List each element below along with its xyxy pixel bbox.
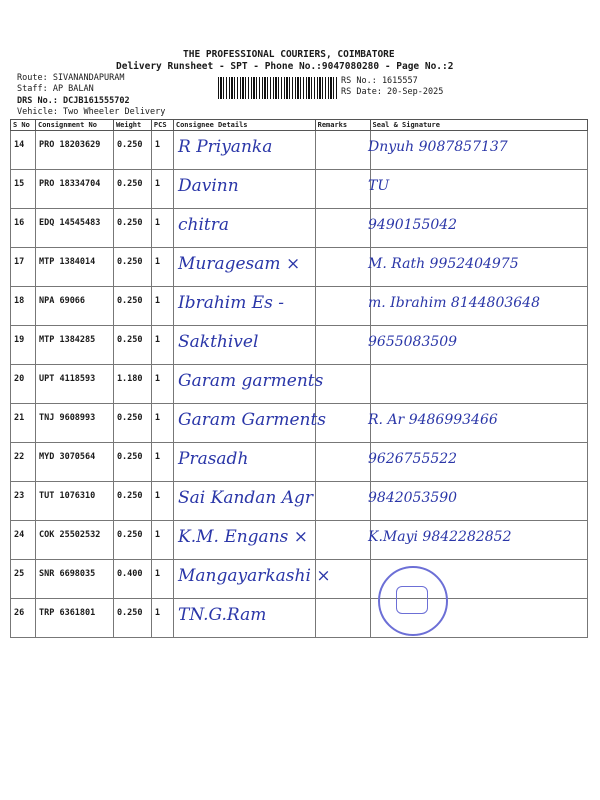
col-consignment: Consignment No <box>35 120 113 131</box>
signature-handwriting: TU <box>368 178 390 194</box>
consignee-handwriting: Garam Garments <box>178 410 327 430</box>
cell-sno: 22 <box>14 452 25 462</box>
consignee-handwriting: Muragesam × <box>178 254 301 274</box>
table-row <box>11 209 588 248</box>
route-label: Route: SIVANANDAPURAM <box>17 73 125 83</box>
courier-stamp <box>378 566 448 636</box>
cell-sno: 17 <box>14 257 25 267</box>
consignee-handwriting: Sai Kandan Agr <box>178 488 314 508</box>
barcode <box>218 77 338 99</box>
signature-handwriting: 9655083509 <box>368 334 458 350</box>
signature-handwriting: 9842053590 <box>368 490 458 506</box>
cell-consignment: EDQ 14545483 <box>38 218 101 228</box>
consignee-handwriting: TN.G.Ram <box>178 605 267 625</box>
vehicle-label: Vehicle: Two Wheeler Delivery <box>17 107 166 117</box>
cell-pcs: 1 <box>154 179 161 189</box>
cell-weight: 0.250 <box>116 608 143 618</box>
staff-label: Staff: AP BALAN <box>17 84 94 94</box>
cell-pcs: 1 <box>154 452 161 462</box>
signature-handwriting: R. Ar 9486993466 <box>368 412 498 428</box>
consignee-handwriting: Garam garments <box>178 371 324 391</box>
col-signature: Seal & Signature <box>370 120 587 131</box>
signature-handwriting: K.Mayi 9842282852 <box>368 529 512 545</box>
cell-weight: 0.250 <box>116 218 143 228</box>
cell-sno: 16 <box>14 218 25 228</box>
cell-consignment: TNJ 9608993 <box>38 413 96 423</box>
cell-sno: 15 <box>14 179 25 189</box>
table-row <box>11 599 588 638</box>
signature-handwriting: m. Ibrahim 8144803648 <box>368 295 540 311</box>
signature-handwriting: 9626755522 <box>368 451 458 467</box>
rs-number: RS No.: 1615557 <box>341 76 418 86</box>
cell-pcs: 1 <box>154 140 161 150</box>
cell-sno: 21 <box>14 413 25 423</box>
cell-weight: 0.250 <box>116 257 143 267</box>
signature-handwriting: 9490155042 <box>368 217 458 233</box>
consignee-handwriting: K.M. Engans × <box>178 527 309 547</box>
consignee-handwriting: Mangayarkashi × <box>178 566 331 586</box>
cell-weight: 0.250 <box>116 452 143 462</box>
table-row <box>11 170 588 209</box>
consignee-handwriting: chitra <box>178 215 229 235</box>
col-consignee: Consignee Details <box>173 120 315 131</box>
cell-weight: 0.250 <box>116 335 143 345</box>
cell-pcs: 1 <box>154 530 161 540</box>
cell-consignment: SNR 6698035 <box>38 569 96 579</box>
cell-weight: 0.250 <box>116 530 143 540</box>
signature-handwriting: Dnyuh 9087857137 <box>368 139 508 155</box>
cell-sno: 14 <box>14 140 25 150</box>
cell-sno: 19 <box>14 335 25 345</box>
consignee-handwriting: Davinn <box>178 176 239 196</box>
cell-sno: 18 <box>14 296 25 306</box>
col-sno: S No <box>11 120 36 131</box>
rs-date: RS Date: 20-Sep-2025 <box>341 87 444 97</box>
cell-weight: 1.180 <box>116 374 143 384</box>
consignee-handwriting: Ibrahim Es - <box>178 293 285 313</box>
cell-consignment: NPA 69066 <box>38 296 86 306</box>
col-weight: Weight <box>113 120 151 131</box>
cell-weight: 0.250 <box>116 179 143 189</box>
cell-pcs: 1 <box>154 335 161 345</box>
cell-weight: 0.250 <box>116 296 143 306</box>
cell-weight: 0.250 <box>116 413 143 423</box>
consignee-handwriting: Prasadh <box>178 449 249 469</box>
cell-pcs: 1 <box>154 413 161 423</box>
cell-pcs: 1 <box>154 257 161 267</box>
runsheet-title: THE PROFESSIONAL COURIERS, COIMBATORE <box>183 49 395 60</box>
cell-sno: 20 <box>14 374 25 384</box>
cell-sno: 24 <box>14 530 25 540</box>
cell-pcs: 1 <box>154 374 161 384</box>
cell-consignment: TUT 1076310 <box>38 491 96 501</box>
cell-pcs: 1 <box>154 608 161 618</box>
cell-consignment: MYD 3070564 <box>38 452 96 462</box>
cell-weight: 0.400 <box>116 569 143 579</box>
table-row <box>11 443 588 482</box>
table-header-row <box>11 120 588 131</box>
cell-sno: 25 <box>14 569 25 579</box>
consignee-handwriting: Sakthivel <box>178 332 259 352</box>
cell-consignment: MTP 1384014 <box>38 257 96 267</box>
cell-consignment: PRO 18203629 <box>38 140 101 150</box>
cell-pcs: 1 <box>154 218 161 228</box>
table-row <box>11 326 588 365</box>
cell-pcs: 1 <box>154 296 161 306</box>
cell-pcs: 1 <box>154 569 161 579</box>
cell-consignment: COK 25502532 <box>38 530 101 540</box>
cell-consignment: UPT 4118593 <box>38 374 96 384</box>
cell-weight: 0.250 <box>116 140 143 150</box>
runsheet-subtitle: Delivery Runsheet - SPT - Phone No.:9047080280 - Page No.:2 <box>116 61 454 72</box>
cell-consignment: TRP 6361801 <box>38 608 96 618</box>
drs-number: DRS No.: DCJB161555702 <box>17 96 130 106</box>
cell-sno: 23 <box>14 491 25 501</box>
consignee-handwriting: R Priyanka <box>178 137 273 157</box>
signature-handwriting: M. Rath 9952404975 <box>368 256 519 272</box>
col-remarks: Remarks <box>315 120 370 131</box>
cell-consignment: MTP 1384285 <box>38 335 96 345</box>
cell-pcs: 1 <box>154 491 161 501</box>
cell-consignment: PRO 18334704 <box>38 179 101 189</box>
col-pcs: PCS <box>151 120 173 131</box>
cell-weight: 0.250 <box>116 491 143 501</box>
cell-sno: 26 <box>14 608 25 618</box>
